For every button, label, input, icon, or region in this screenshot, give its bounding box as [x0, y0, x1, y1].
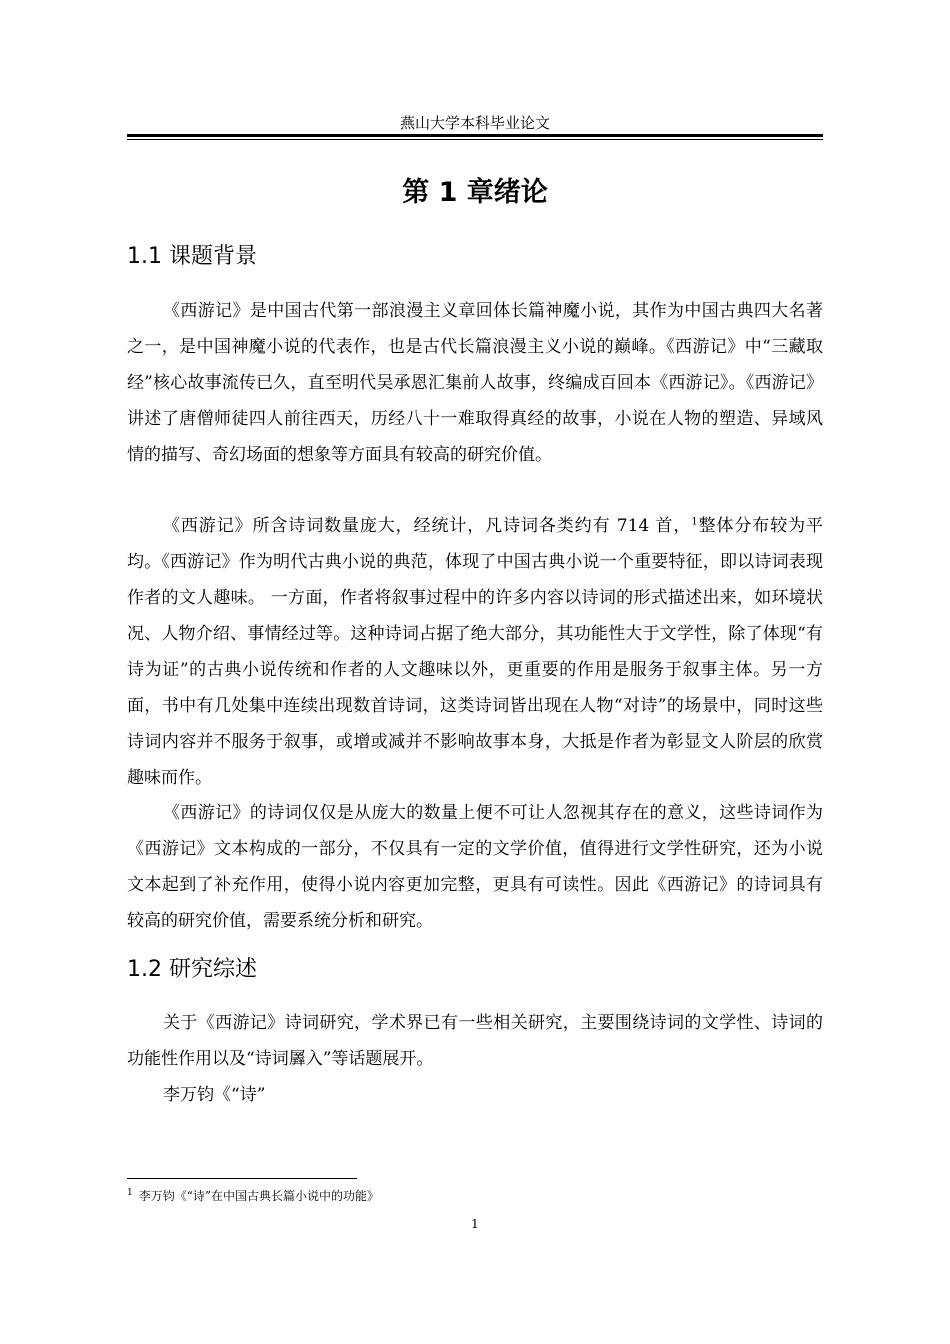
paragraph-review-1: 关于《西游记》诗词研究，学术界已有一些相关研究，主要围绕诗词的文学性、诗词的功能性作用以及“诗词羼入”等话题展开。 — [127, 1013, 823, 1069]
footnote-marker: 1 — [127, 1188, 133, 1198]
paragraph-text: 整体分布较为平均。《西游记》作为明代古典小说的典范，体现了中国古典小说一个重要特征，即以诗词表现作者的文人趣味。 一方面，作者将叙事过程中的许多内容以诗词的形式描述出来，如环境状况、人物介绍、事情经过等。这种诗词占据了绝大部分，其功能性大于文学性，除了体现“有诗为证”的古典小说传统和作者的人文趣味以外，更重要的作用是服务于叙事主体。另一方面，书中有几处集中连续出现数首诗词，这类诗词皆出现在人物“对诗”的场景中，同时这些诗词内容并不服务于叙事，或增或减并不影响故事本身，大抵是作者为彰显文人阶层的欣赏趣味而作。 — [127, 516, 823, 788]
footnote-reference[interactable]: 1 — [691, 516, 698, 528]
paragraph-review-2: 李万钧《“诗” — [163, 1085, 266, 1105]
chapter-title: 第 1 章绪论 — [402, 177, 548, 208]
section-heading-1-2: 1.2 研究综述 — [127, 957, 257, 982]
paragraph-background-1: 《西游记》是中国古代第一部浪漫主义章回体长篇神魔小说，其作为中国古典四大名著之一，是中国神魔小说的代表作，也是古代长篇浪漫主义小说的巅峰。《西游记》中“三藏取经”核心故事流传已久，直至明代吴承恩汇集前人故事，终编成百回本《西游记》。《西游记》讲述了唐僧师徒四人前往西天，历经八十一难取得真经的故事，小说在人物的塑造、异域风情的描写、奇幻场面的想象等方面具有较高的研究价值。 — [127, 301, 823, 465]
running-header: 燕山大学本科毕业论文 — [399, 114, 550, 132]
paragraph-text: 《西游记》所含诗词数量庞大，经统计，凡诗词各类约有 714 首， — [163, 516, 692, 536]
paragraph-background-2 — [127, 508, 823, 796]
paragraph-background-3: 《西游记》的诗词仅仅是从庞大的数量上便不可让人忽视其存在的意义，这些诗词作为《西游记》文本构成的一部分，不仅具有一定的文学价值，值得进行文学性研究，还为小说文本起到了补充作用，使得小说内容更加完整，更具有可读性。因此《西游记》的诗词具有较高的研究价值，需要系统分析和研究。 — [127, 803, 823, 931]
footnote — [127, 1187, 823, 1205]
header-rule — [127, 134, 823, 137]
footnote-separator — [127, 1178, 357, 1179]
page-number: 1 — [471, 1217, 479, 1231]
section-heading-1-1: 1.1 课题背景 — [127, 244, 257, 269]
footnote-text: 李万钧《“诗”在中国古典长篇小说中的功能》 — [138, 1189, 380, 1203]
header-rule-secondary — [127, 139, 823, 140]
